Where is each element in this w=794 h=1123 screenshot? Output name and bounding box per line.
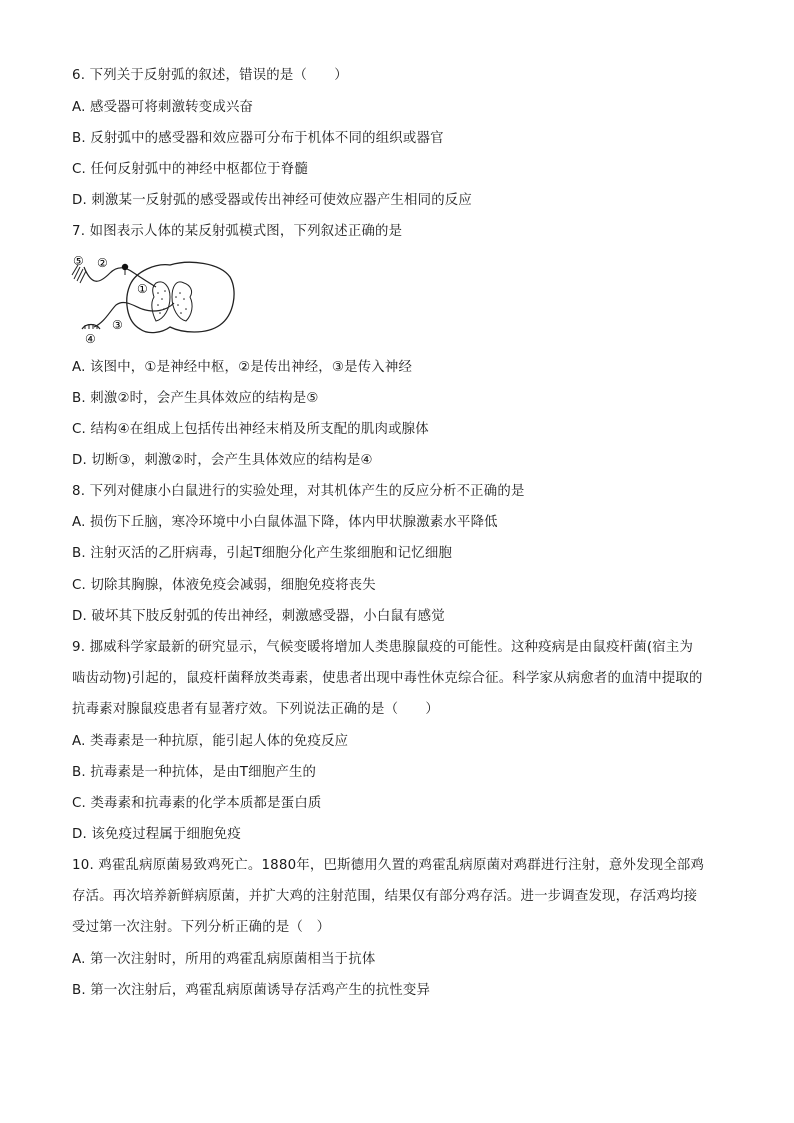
question-10-stem-line-3: 受过第一次注射。下列分析正确的是（ ）: [72, 920, 331, 935]
question-9-option-d: D. 该免疫过程属于细胞免疫: [72, 827, 241, 842]
question-9-stem-line-3: 抗毒素对腺鼠疫患者有显著疗效。下列说法正确的是（ ）: [72, 702, 439, 717]
question-9-stem-line-2: 啮齿动物)引起的，鼠疫杆菌释放类毒素，使患者出现中毒性休克综合征。科学家从病愈者的血清中提取的: [72, 671, 703, 686]
question-8-option-d: D. 破坏其下肢反射弧的传出神经，刺激感受器，小白鼠有感觉: [72, 609, 445, 624]
question-9-stem-line-1: 9. 挪威科学家最新的研究显示，气候变暖将增加人类患腺鼠疫的可能性。这种疫病是由鼠疫杆菌(宿主为: [72, 640, 694, 655]
question-10-stem-line-1: 10. 鸡霍乱病原菌易致鸡死亡。1880年，巴斯德用久置的鸡霍乱病原菌对鸡群进行注射，意外发现全部鸡: [72, 858, 705, 873]
question-7-option-c: C. 结构④在组成上包括传出神经末梢及所支配的肌肉或腺体: [72, 422, 429, 437]
label-5: ⑤: [73, 254, 84, 268]
spinal-cord-outline: [127, 262, 234, 332]
question-7-option-b: B. 刺激②时，会产生具体效应的结构是⑤: [72, 391, 319, 406]
question-6-option-c: C. 任何反射弧中的神经中枢都位于脊髓: [72, 162, 308, 177]
question-9-option-b: B. 抗毒素是一种抗体，是由T细胞产生的: [72, 765, 317, 780]
question-10-stem-line-2: 存活。再次培养新鲜病原菌，并扩大鸡的注射范围，结果仅有部分鸡存活。进一步调查发现，存活鸡均接: [72, 889, 698, 904]
label-4: ④: [85, 332, 96, 346]
question-10-option-b: B. 第一次注射后，鸡霍乱病原菌诱导存活鸡产生的抗性变异: [72, 983, 431, 998]
label-1: ①: [137, 282, 148, 296]
question-9-option-a: A. 类毒素是一种抗原，能引起人体的免疫反应: [72, 734, 349, 749]
ganglion-dot: [122, 264, 128, 270]
question-7-stem: 7. 如图表示人体的某反射弧模式图，下列叙述正确的是: [72, 224, 403, 239]
question-8-stem: 8. 下列对健康小白鼠进行的实验处理，对其机体产生的反应分析不正确的是: [72, 484, 525, 499]
question-6-option-d: D. 刺激某一反射弧的感受器或传出神经可使效应器产生相同的反应: [72, 193, 472, 208]
question-10-option-a: A. 第一次注射时，所用的鸡霍乱病原菌相当于抗体: [72, 952, 376, 967]
question-6-option-b: B. 反射弧中的感受器和效应器可分布于机体不同的组织或器官: [72, 131, 444, 146]
gray-matter-left: [152, 282, 170, 321]
label-2: ②: [97, 256, 108, 270]
question-6-option-a: A. 感受器可将刺激转变成兴奋: [72, 100, 254, 115]
question-9-option-c: C. 类毒素和抗毒素的化学本质都是蛋白质: [72, 796, 322, 811]
question-7-option-a: A. 该图中，①是神经中枢，②是传出神经，③是传入神经: [72, 360, 413, 375]
question-7-option-d: D. 切断③，刺激②时，会产生具体效应的结构是④: [72, 453, 373, 468]
question-8-option-a: A. 损伤下丘脑，寒冷环境中小白鼠体温下降，体内甲状腺激素水平降低: [72, 515, 498, 530]
question-8-option-c: C. 切除其胸腺，体液免疫会减弱，细胞免疫将丧失: [72, 578, 376, 593]
question-6-stem: 6. 下列关于反射弧的叙述，错误的是（ ）: [72, 68, 348, 83]
question-8-option-b: B. 注射灭活的乙肝病毒，引起T细胞分化产生浆细胞和记忆细胞: [72, 546, 453, 561]
gray-matter-right: [172, 282, 192, 321]
reflex-arc-diagram: [70, 253, 236, 347]
label-3: ③: [112, 318, 123, 332]
